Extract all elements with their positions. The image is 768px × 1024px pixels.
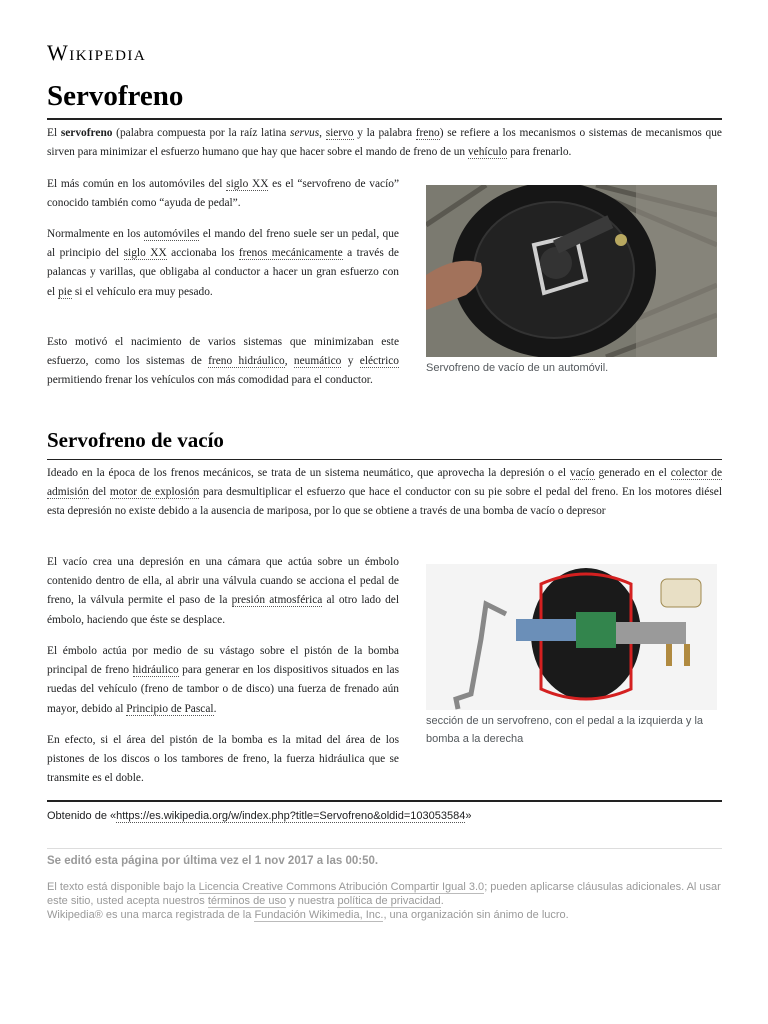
paragraph-piston: El émbolo actúa por medio de su vástago sobre el pistón de la bomba principal de freno hidráulico para generar en los dispositivos situados en las ruedas del vehículo (freno de tambor o de disco) una fuerza de frenado aún mayor, debido al Principio de Pascal. (47, 645, 400, 715)
paragraph-vacuum-chamber: El vacío crea una depresión en una cámara que actúa sobre un émbolo contenido dentro de ella, al abrir una válvula cuando se acciona el pedal de freno, la válvula permite el paso de la presión atmosférica al otro lado del émbolo, haciendo que éste se desplace. (47, 556, 399, 626)
link-siglo-xx[interactable]: siglo XX (226, 178, 269, 190)
link-freno-hidraulico[interactable]: freno hidráulico (208, 355, 285, 368)
intro-paragraph: El servofreno (palabra compuesta por la raíz latina servus, siervo y la palabra freno) se refiere a los mecanismos o sistemas de mecanismos que sirven para minimizar el esfuerzo humano que hay que hacer sobre el mando de freno de un vehículo para frenarlo. (47, 127, 722, 159)
link-automoviles[interactable]: automóviles (143, 228, 200, 240)
vacuum-booster-photo[interactable] (426, 185, 717, 357)
link-frenos-mecanicamente[interactable]: frenos mecánicamente (238, 247, 343, 260)
paragraph-history: Normalmente en los automóviles el mando del freno suele ser un pedal, que al principio del siglo XX accionaba los frenos mecánicamente a través de palancas y varillas, que obligaba al conductor a hacer un gran esfuerzo con el pie si el vehículo era muy pesado. (47, 228, 399, 298)
footer-thin-divider (47, 848, 722, 849)
term-italic: servus (290, 127, 320, 139)
link-presion-atmosferica[interactable]: presión atmosférica (231, 594, 323, 607)
retrieved-from: Obtenido de «https://es.wikipedia.org/w/index.php?title=Servofreno&oldid=103053584» (47, 810, 472, 822)
wikipedia-logo[interactable]: Wikipedia (47, 40, 147, 65)
page-title: Servofreno (47, 80, 722, 120)
link-hidraulico[interactable]: hidráulico (132, 664, 179, 677)
figure-vacuum-booster (426, 185, 717, 377)
booster-section-diagram[interactable] (426, 564, 717, 710)
license-link[interactable]: Licencia Creative Commons Atribución Compartir Igual 3.0 (198, 881, 485, 893)
link-siglo-xx-2[interactable]: siglo XX (123, 247, 167, 260)
retrieved-url-link[interactable]: https://es.wikipedia.org/w/index.php?title=Servofreno&oldid=103053584 (116, 810, 466, 822)
link-siervo[interactable]: siervo (325, 127, 354, 139)
link-vacio[interactable]: vacío (569, 467, 595, 479)
link-vehiculo[interactable]: vehículo (467, 146, 508, 159)
link-motor-explosion[interactable]: motor de explosión (109, 486, 200, 499)
link-colector-admision[interactable]: colector de admisión (47, 467, 722, 499)
paragraph-systems: Esto motivó el nacimiento de varios sistemas que minimizaban este esfuerzo, como los sistemas de freno hidráulico, neumático y eléctrico permitiendo frenar los vehículos con más comodidad para el conductor. (47, 336, 399, 387)
footer-divider (47, 800, 722, 802)
paragraph-common: El más común en los automóviles del siglo XX es el “servofreno de vacío” conocido también como “ayuda de pedal”. (47, 178, 400, 210)
figure-caption: Servofreno de vacío de un automóvil. (426, 362, 609, 374)
figure-caption-2: sección de un servofreno, con el pedal a la izquierda y la bomba a la derecha (426, 715, 704, 745)
terms-link[interactable]: términos de uso (207, 895, 287, 907)
link-pie[interactable]: pie (58, 285, 72, 298)
wikimedia-link[interactable]: Fundación Wikimedia, Inc. (254, 909, 384, 921)
section-heading: Servofreno de vacío (47, 428, 722, 460)
term-bold: servofreno (60, 127, 113, 139)
license-text: El texto está disponible bajo la Licencia Creative Commons Atribución Compartir Igual 3.0; pueden aplicarse cláusulas adicionales. Al usar este sitio, usted acepta nuestros términos de uso y nuestra política de privacidad. Wikipedia® es una marca registrada de la Fundación Wikimedia, Inc., una organización sin ánimo de lucro. (47, 881, 721, 921)
privacy-link[interactable]: política de privacidad (337, 895, 441, 907)
paragraph-area: En efecto, si el área del pistón de la bomba es la mitad del área de los pistones de los discos o los tambores de freno, la fuerza hidráulica que se transmite es el doble. (47, 734, 399, 785)
link-freno[interactable]: freno (415, 127, 440, 139)
link-neumatico[interactable]: neumático (293, 355, 342, 368)
link-electrico[interactable]: eléctrico (359, 355, 399, 368)
paragraph-vacuum-intro: Ideado en la época de los frenos mecánicos, se trata de un sistema neumático, que aprovecha la depresión o el vacío generado en el colector de admisión del motor de explosión para desmultiplicar el esfuerzo que hace el conductor con su pie sobre el pedal del freno. En los motores diésel esta depresión no existe debido a la ausencia de mariposa, por lo que se obtiene a través de una bomba de vacío o depresor (47, 467, 722, 518)
figure-booster-section (426, 564, 717, 748)
last-modified: Se editó esta página por última vez el 1 nov 2017 a las 00:50. (47, 855, 379, 867)
link-principio-pascal[interactable]: Principio de Pascal (126, 702, 214, 715)
